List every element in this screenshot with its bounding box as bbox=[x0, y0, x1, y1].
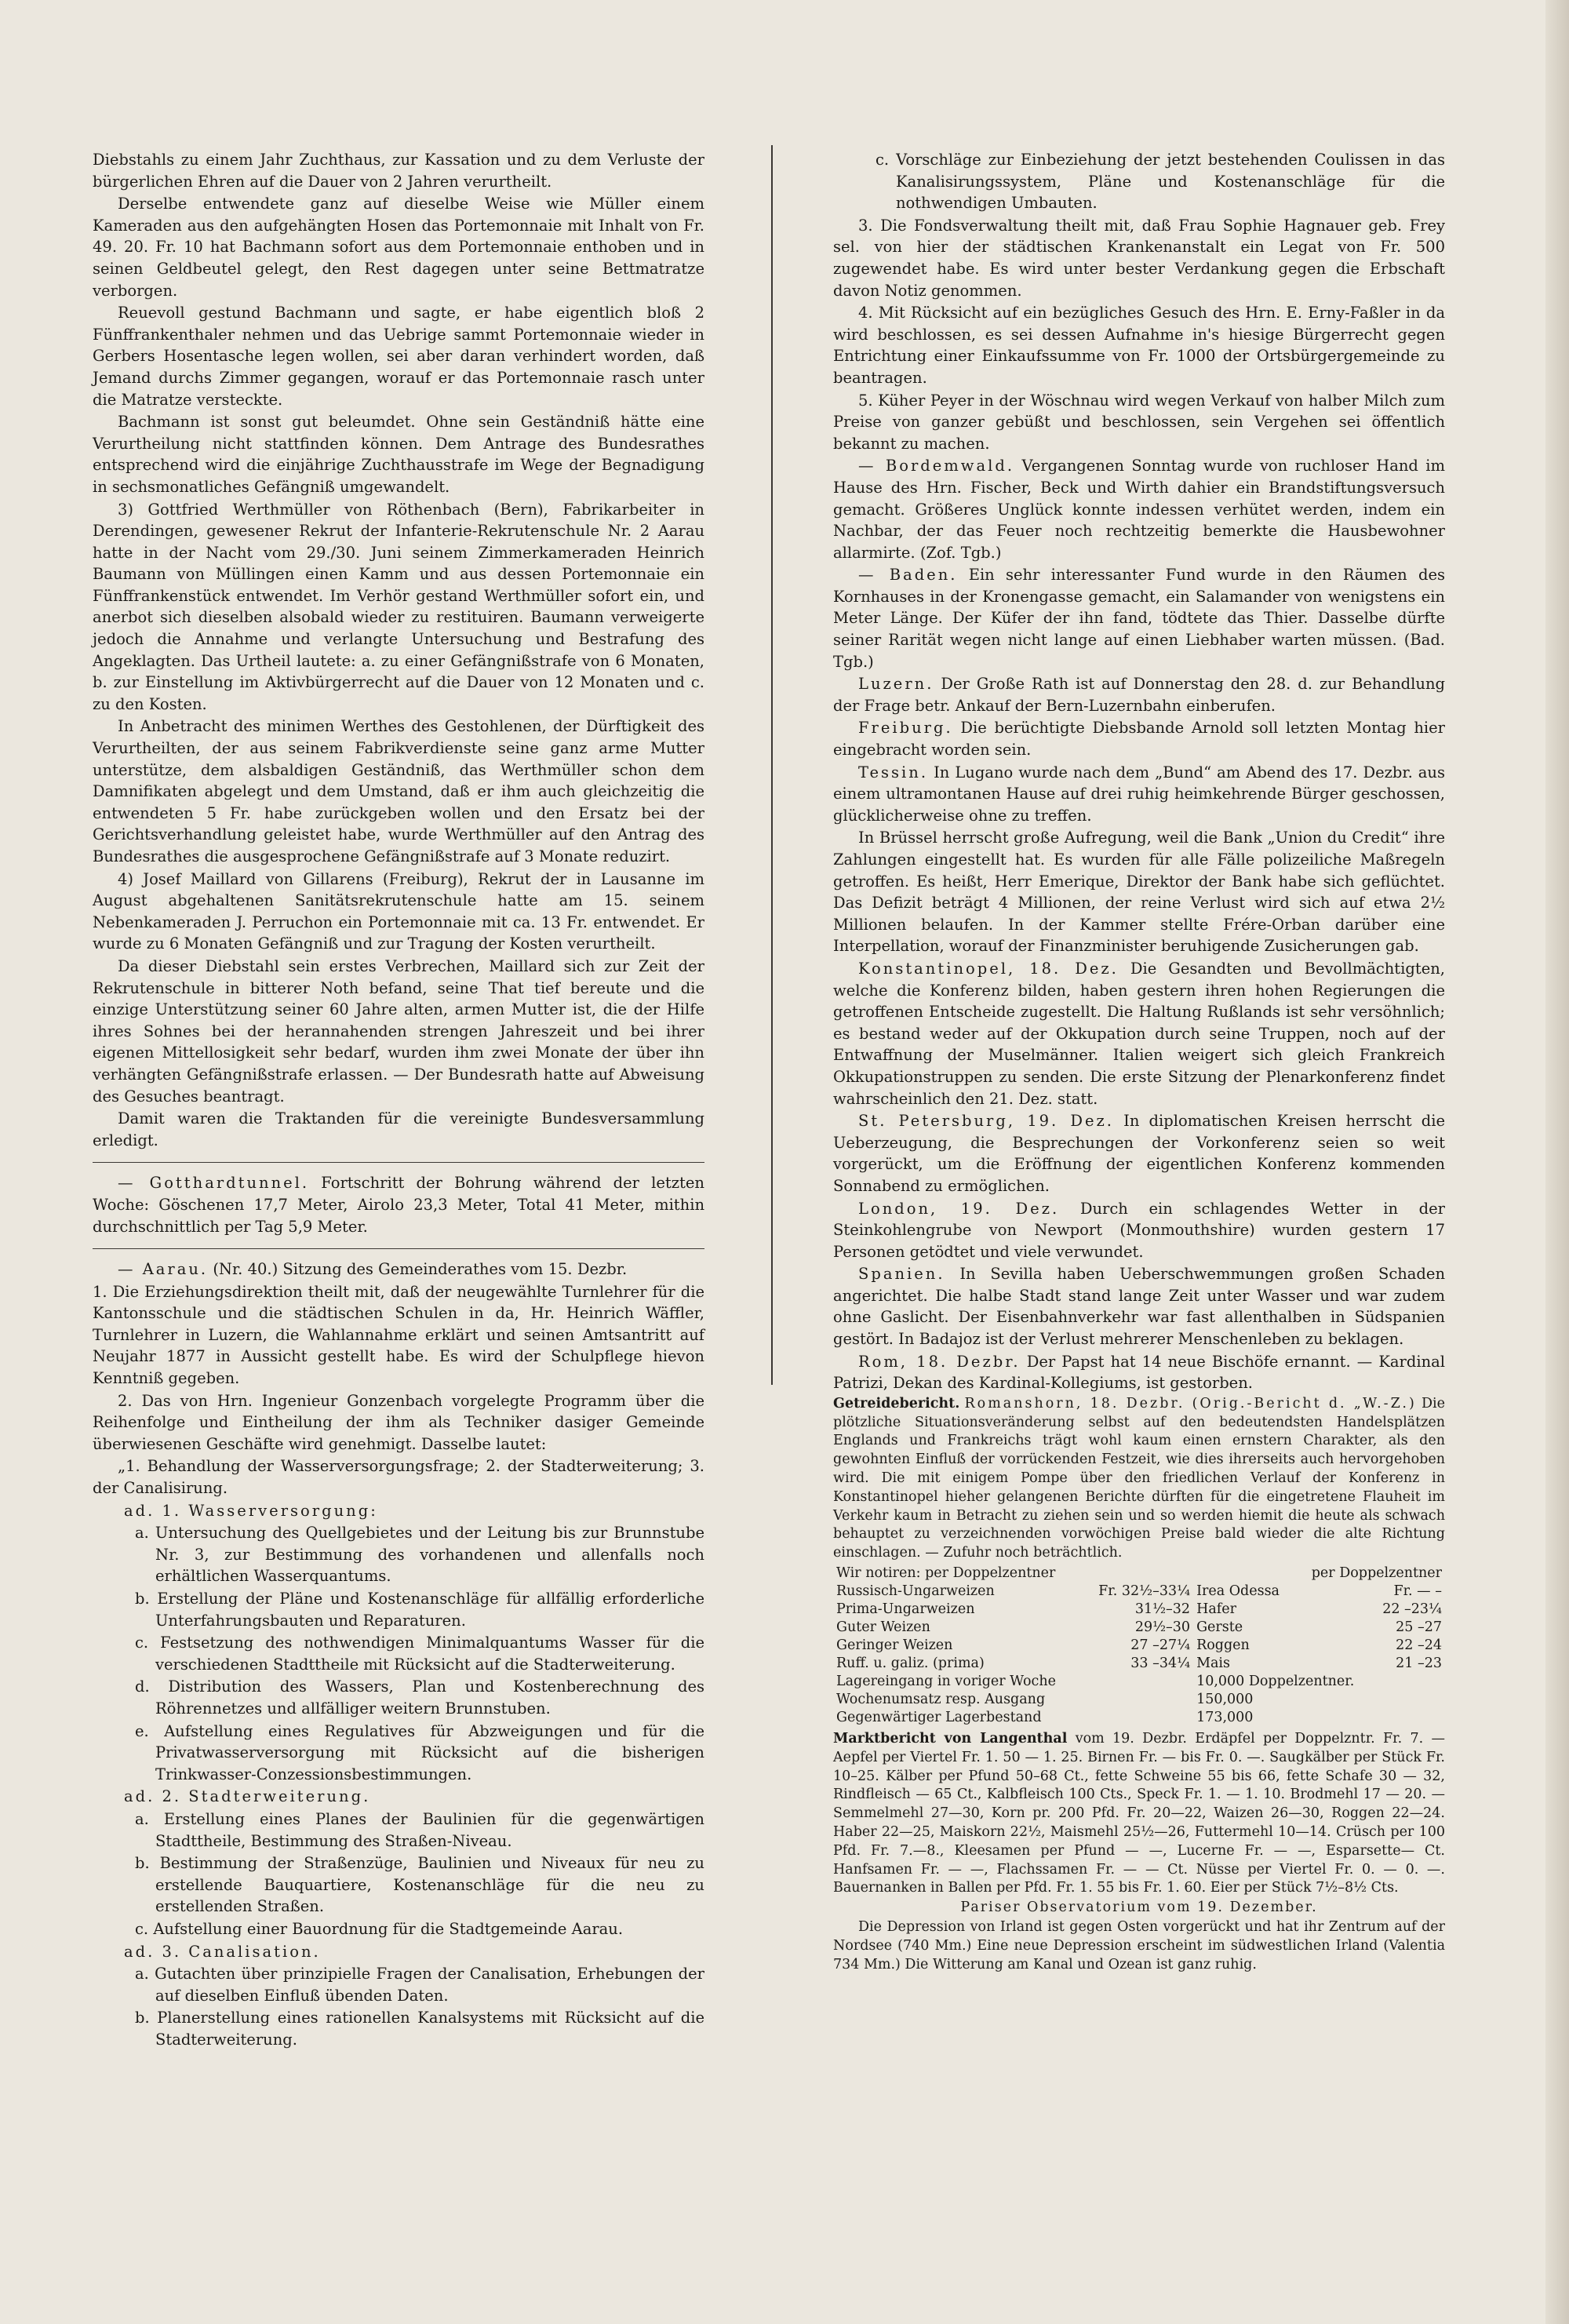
program-heading: ad. 3. Canalisation. bbox=[124, 1942, 321, 1961]
aarau-item: 3. Die Fondsverwaltung theilt mit, daß Frau Sophie Hagnauer geb. Frey sel. von hier der städtischen Krankenanstalt ein Legat von Fr. 500 zugewendet habe. Es wird unter bester Verdankung gegen die Erbschaft davon Notiz genommen. bbox=[833, 216, 1445, 300]
right-column bbox=[833, 149, 1445, 1975]
dateline: London, 19. Dez. bbox=[858, 1199, 1060, 1218]
report-title: Getreidebericht. bbox=[833, 1395, 960, 1412]
gotthard-report: — Gotthardtunnel. Fortschritt der Bohrung während der letzten Woche: Göschenen 17,7 Meter, Airolo 23,3 Meter, Total 41 Meter, mithin durchschnittlich per Tag 5,9 Meter. bbox=[93, 1174, 704, 1236]
aarau-item: „1. Behandlung der Wasserversorgungsfrage; 2. der Stadterweiterung; 3. der Canalisirung. bbox=[93, 1457, 704, 1498]
dateline: Romanshorn, 18. Dezbr. (Orig.-Bericht d. „W.-Z.) bbox=[964, 1395, 1417, 1412]
report-title: Marktbericht von Langenthal bbox=[833, 1731, 1068, 1747]
aarau-item: 4. Mit Rücksicht auf ein bezügliches Gesuch des Hrn. E. Erny-Faßler in da wird beschlossen, es sei dessen Aufnahme in's hiesige Bürgerrecht gegen Entrichtung einer Einkaufssumme von Fr. 1000 der Ortsbürgergemeinde zu beantragen. bbox=[833, 304, 1445, 387]
article-paragraph: Reuevoll gestund Bachmann und sagte, er habe eigentlich bloß 2 Fünffrankenthaler nehmen und das Uebrige sammt Portemonnaie wieder in Gerbers Hosentasche legen wollen, sei aber daran verhindert worden, daß Jemand durchs Zimmer gegangen, worauf er das Portemonnaie rasch unter die Matratze versteckte. bbox=[93, 304, 704, 409]
program-heading: ad. 2. Stadterweiterung. bbox=[124, 1787, 371, 1806]
dateline: — Baden. bbox=[858, 566, 958, 585]
dateline: Konstantinopel, 18. Dez. bbox=[858, 959, 1119, 978]
news-item: Konstantinopel, 18. Dez. Die Gesandten und Bevollmächtigten, welche die Konferenz bilden, haben gestern ihren hohen Regierungen die getroffenen Entscheide zugestellt. Die Haltung Rußlands ist sehr versöhnlich; es bestand weder auf der Okkupation durch seine Truppen, noch auf der Entwaffnung der Muselmänner. Italien weigert sich gleich Frankreich Okkupationstruppen zu senden. Die erste Sitzung der Plenarkonferenz findet wahrscheinlich den 21. Dez. statt. bbox=[833, 959, 1445, 1108]
news-item: Spanien. In Sevilla haben Ueberschwemmungen großen Schaden angerichtet. Die halbe Stadt stand lange Zeit unter Wasser und war zudem ohne Gaslicht. Der Eisenbahnverkehr war fast allenthalben in Südspanien gestört. In Badajoz ist der Verlust mehrerer Menschenleben zu beklagen. bbox=[833, 1265, 1446, 1349]
dateline: — Aarau. bbox=[118, 1260, 209, 1279]
dateline: — Bordemwald. bbox=[858, 457, 1015, 475]
article-paragraph: Bachmann ist sonst gut beleumdet. Ohne sein Geständniß hätte eine Verurtheilung nicht stattfinden können. Dem Antrage des Bundesrathes entsprechend wird die einjährige Zuchthausstrafe im Wege der Begnadigung in sechsmonatliches Gefängniß umgewandelt. bbox=[93, 413, 704, 496]
table-row: Russisch-Ungarweizen Fr. 32½–33¼ Irea Odessa Fr. — – bbox=[836, 1583, 1442, 1600]
article-paragraph: 3) Gottfried Werthmüller von Röthenbach (Bern), Fabrikarbeiter in Derendingen, gewesener Rekrut der Infanterie-Rekrutenschule Nr. 2 Aarau hatte in der Nacht vom 29./30. Juni seinem Zimmerkameraden Heinrich Baumann von Müllingen einen Kamm und aus dessen Portemonnaie ein Fünffrankenstück entwendet. Im Verhör gestand Werthmüller sofort ein, und anerbot sich dieselben alsobald wieder zu restituiren. Baumann verweigerte jedoch die Annahme und verlangte Untersuchung und Bestrafung des Angeklagten. Das Urtheil lautete: a. zu einer Gefängnißstrafe von 6 Monaten, b. zur Einstellung im Aktivbürgerrecht auf die Dauer von 12 Monaten und c. zu den Kosten. bbox=[93, 500, 704, 713]
dateline: Luzern. bbox=[858, 675, 934, 694]
table-row: Wochenumsatz resp. Ausgang 150,000 bbox=[836, 1692, 1254, 1708]
program-item: e. Aufstellung eines Regulatives für Abzweigungen und für die Privatwasserversorgung mit Rücksicht auf die bisherigen Trinkwasser-Conzessionsbestimmungen. bbox=[135, 1721, 704, 1783]
news-item: Tessin. In Lugano wurde nach dem „Bund“ am Abend des 17. Dezbr. aus einem ultramontanen Hause auf drei ruhig heimkehrende Bürger geschossen, glücklicherweise ohne zu treffen. bbox=[833, 763, 1445, 825]
news-item: In Brüssel herrscht große Aufregung, weil die Bank „Union du Credit“ ihre Zahlungen eingestellt hat. Es wurden für alle Fälle polizeiliche Maßregeln getroffen. Es heißt, Herr Emerique, Direktor der Bank habe sich geflüchtet. Das Defizit beträgt 4 Millionen, der reine Verlust wird sich auf etwa 2½ Millionen belaufen. In der Kammer stellte Frére-Orban darüber eine Interpellation, worauf der Finanzminister beruhigende Zusicherungen gab. bbox=[833, 829, 1445, 956]
table-header: Wir notiren: per Doppelzentner bbox=[836, 1565, 1056, 1582]
aarau-report-intro: — Aarau. (Nr. 40.) Sitzung des Gemeinderathes vom 15. Dezbr. bbox=[118, 1260, 628, 1279]
table-header: per Doppelzentner bbox=[1311, 1565, 1442, 1582]
program-item: a. Gutachten über prinzipielle Fragen der Canalisation, Erhebungen der auf dieselben Einfluß übenden Daten. bbox=[135, 1965, 704, 2005]
grain-report: Getreidebericht. Romanshorn, 18. Dezbr. (Orig.-Bericht d. „W.-Z.) Die plötzliche Situationsveränderung selbst auf den bedeutendsten Handelsplätzen Englands und Frankreichs trägt wohl kaum einen ernstern Charakter, als den gewohnten Einfluß der vorrückenden Festzeit, wie dies ihrerseits auch hervorgehoben wird. Die mit einigem Pompe über den friedlichen Verlauf der Konferenz in Konstantinopel hieher gelangenen Berichte dürften für die eingetretene Flauheit im Verkehr kaum in Betracht zu ziehen sein und so werden hiemit die heute als schwach behauptet zu verzeichnenden vorwöchigen Preise bald wieder die alte Richtung einschlagen. — Zufuhr noch beträchtlich. bbox=[833, 1395, 1445, 1561]
source-note: (Zof. Tgb.) bbox=[919, 543, 1002, 562]
table-row: Lagereingang in voriger Woche 10,000 Doppelzentner. bbox=[836, 1674, 1355, 1690]
column-rule bbox=[771, 145, 773, 1385]
news-item: London, 19. Dez. Durch ein schlagendes Wetter in der Steinkohlengrube von Newport (Monmouthshire) wurden gestern 17 Personen getödtet und viele verwundet. bbox=[833, 1199, 1445, 1261]
table-row: Guter Weizen 29½–30 Gerste 25 –27 bbox=[836, 1619, 1442, 1636]
weather-report: Die Depression von Irland ist gegen Osten vorgerückt und hat ihr Zentrum auf der Nordsee (740 Mm.) Eine neue Depression erscheint im südwestlichen Irland (Valentia 734 Mm.) Die Witterung am Kanal und Ozean ist ganz ruhig. bbox=[833, 1918, 1445, 1972]
program-item: c. Aufstellung einer Bauordnung für die Stadtgemeinde Aarau. bbox=[135, 1919, 624, 1938]
dateline: Freiburg. bbox=[858, 719, 953, 738]
dateline: Spanien. bbox=[858, 1265, 945, 1284]
program-item: a. Erstellung eines Planes der Baulinien für die gegenwärtigen Stadttheile, Bestimmung des Straßen-Niveau. bbox=[135, 1809, 704, 1850]
program-item: c. Vorschläge zur Einbeziehung der jetzt bestehenden Coulissen in das Kanalisirungssystem, Pläne und Kostenanschläge für die nothwendigen Umbauten. bbox=[876, 151, 1445, 213]
news-item: Luzern. Der Große Rath ist auf Donnerstag den 28. d. zur Behandlung der Frage betr. Ankauf der Bern-Luzernbahn einberufen. bbox=[833, 675, 1446, 715]
news-item: — Baden. Ein sehr interessanter Fund wurde in den Räumen des Kornhauses in der Kronengasse gemacht, ein Salamander von wenigstens ein Meter Länge. Der Küfer der ihn fand, tödtete das Thier. Dasselbe dürfte seiner Rarität wegen nicht lange auf einen Liebhaber warten müssen. (Bad. Tgb.) bbox=[833, 566, 1446, 671]
dateline: — Gotthardtunnel. bbox=[118, 1174, 310, 1193]
program-item: d. Distribution des Wassers, Plan und Kostenberechnung des Röhrennetzes und allfälliger weitern Brunnstuben. bbox=[135, 1677, 704, 1718]
grain-price-table bbox=[833, 1565, 1445, 1727]
program-item: a. Untersuchung des Quellgebietes und der Leitung bis zur Brunnstube Nr. 3, zur Bestimmung des vorhandenen und allenfalls noch erhältlichen Wasserquantums. bbox=[135, 1524, 704, 1586]
table-row: Ruff. u. galiz. (prima) 33 –34¼ Mais 21 –23 bbox=[836, 1656, 1442, 1672]
market-report: Marktbericht von Langenthal vom 19. Dezbr. Erdäpfel per Doppelzntr. Fr. 7. — Aepfel per Viertel Fr. 1. 50 — 1. 25. Birnen Fr. — bis Fr. 0. —. Saugkälber per Stück Fr. 10–25. Kälber per Pfund 50–68 Ct., fette Schweine 55 bis 66, fette Schafe 30 — 32, Rindfleisch — 65 Ct., Kalbfleisch 100 Cts., Speck Fr. 1. — 1. 10. Brodmehl 17 — 20. — Semmelmehl 27—30, Korn pr. 200 Pfd. Fr. 20—22, Waizen 26—30, Roggen 22—24. Haber 22—25, Maiskorn 22½, Maismehl 25½—26, Futtermehl 10—14. Crüsch per 100 Pfd. Fr. 7.—8., Kleesamen per Pfund — —, Lucerne Fr. — —, Esparsette— Ct. Hanfsamen Fr. — —, Flachssamen Fr. — — Ct. Nüsse per Viertel Fr. 0. — 0. —. Bauernanken in Ballen per Pfd. Fr. 1. 55 bis Fr. 1. 60. Eier per Stück 7½–8½ Cts. bbox=[833, 1731, 1445, 1896]
news-item: St. Petersburg, 19. Dez. In diplomatischen Kreisen herrscht die Ueberzeugung, die Besprechungen der Vorkonferenz seien so weit vorgerückt, um die Eröffnung der eigentlichen Konferenz kommenden Sonnabend zu ermöglichen. bbox=[833, 1112, 1445, 1195]
article-paragraph: Damit waren die Traktanden für die vereinigte Bundesversammlung erledigt. bbox=[93, 1109, 704, 1149]
article-paragraph: Da dieser Diebstahl sein erstes Verbrechen, Maillard sich zur Zeit der Rekrutenschule in bitterer Noth befand, seine That tief bereute und die einzige Unterstützung seiner 60 Jahre alten, armen Mutter ist, die der Hilfe ihres Sohnes bei der herannahenden strengen Jahreszeit und bei ihrer eigenen Mittellosigkeit sehr bedarf, wurden ihm zwei Monate der über ihn verhängten Gefängnißstrafe erlassen. — Der Bundesrath hatte auf Abweisung des Gesuches beantragt. bbox=[93, 956, 704, 1106]
article-paragraph: Diebstahls zu einem Jahr Zuchthaus, zur Kassation und zu dem Verluste der bürgerlichen Ehren auf die Dauer von 2 Jahren verurtheilt. bbox=[93, 151, 704, 191]
news-item: Rom, 18. Dezbr. Der Papst hat 14 neue Bischöfe ernannt. — Kardinal Patrizi, Dekan des Kardinal-Kollegiums, ist gestorben. bbox=[833, 1352, 1446, 1393]
aarau-item: 1. Die Erziehungsdirektion theilt mit, daß der neugewählte Turnlehrer für die Kantonsschule und die städtischen Schulen in da, Hr. Heinrich Wäffler, Turnlehrer in Luzern, die Wahlannahme erklärt und seinen Amtsantritt auf Neujahr 1877 in Aussicht gestellt habe. Es wird der Schulpflege hievon Kenntniß gegeben. bbox=[93, 1282, 704, 1388]
news-item: — Bordemwald. Vergangenen Sonntag wurde von ruchloser Hand im Hause des Hrn. Fischer, Beck und Wirth dahier ein Brandstiftungsversuch gemacht. Größeres Unglück konnte indessen verhütet werden, indem ein Nachbar, der das Feuer noch rechtzeitig bemerkte die Hausbewohner allarmirte. (Zof. Tgb.) bbox=[833, 457, 1446, 562]
news-item: Freiburg. Die berüchtigte Diebsbande Arnold soll letzten Montag hier eingebracht worden sein. bbox=[833, 719, 1445, 759]
program-item: b. Planerstellung eines rationellen Kanalsystems mit Rücksicht auf die Stadterweiterung. bbox=[135, 2009, 704, 2049]
source-note: (Bad. Tgb.) bbox=[833, 631, 1446, 671]
aarau-item: 2. Das von Hrn. Ingenieur Gonzenbach vorgelegte Programm über die Reihenfolge und Eintheilung der ihm als Techniker dasiger Gemeinde überwiesenen Geschäfte wird genehmigt. Dasselbe lautet: bbox=[93, 1391, 704, 1453]
dateline: St. Petersburg, 19. Dez. bbox=[858, 1112, 1114, 1131]
report-title: Pariser Observatorium vom 19. Dezember. bbox=[960, 1900, 1318, 1916]
dateline: Tessin. bbox=[858, 763, 929, 781]
article-paragraph: Derselbe entwendete ganz auf dieselbe Weise wie Müller einem Kameraden aus den aufgehängten Hosen das Portemonnaie mit Inhalt von Fr. 49. 20. Fr. 10 hat Bachmann sofort aus dem Portemonnaie enthoben und in seinen Geldbeutel gelegt, den Rest dagegen unter seine Bettmatratze verborgen. bbox=[93, 195, 704, 300]
program-item: b. Erstellung der Pläne und Kostenanschläge für allfällig erforderliche Unterfahrungsbauten und Reparaturen. bbox=[135, 1590, 704, 1630]
article-paragraph: In Anbetracht des minimen Werthes des Gestohlenen, der Dürftigkeit des Verurtheilten, der aus seinem Fabrikverdienste seine ganz arme Mutter unterstütze, dem alsbaldigen Geständniß, das Werthmüller schon dem Damnifikaten abgelegt und dem Umstand, daß er ihm auch gleichzeitig die entwendeten 5 Fr. habe zurückgeben wollen und den Ersatz bei der Gerichtsverhandlung geleistet habe, wurde Werthmüller auf den Antrag des Bundesrathes die ausgesprochene Gefängnißstrafe auf 3 Monate reduzirt. bbox=[93, 717, 704, 865]
table-header-row bbox=[833, 1565, 1445, 1583]
table-row: Gegenwärtiger Lagerbestand 173,000 bbox=[836, 1710, 1254, 1726]
article-paragraph: 4) Josef Maillard von Gillarens (Freiburg), Rekrut der in Lausanne im August abgehaltenen Sanitätsrekrutenschule hatte am 15. seinem Nebenkameraden J. Perruchon ein Portemonnaie mit ca. 13 Fr. entwendet. Er wurde zu 6 Monaten Gefängniß und zur Tragung der Kosten verurtheilt. bbox=[93, 869, 704, 953]
table-row: Prima-Ungarweizen 31½–32 Hafer 22 –23¼ bbox=[836, 1601, 1442, 1618]
page-edge bbox=[1545, 0, 1569, 2324]
program-item: c. Festsetzung des nothwendigen Minimalquantums Wasser für die verschiedenen Stadttheile mit Rücksicht auf die Stadterweiterung. bbox=[135, 1634, 704, 1674]
left-column bbox=[93, 149, 704, 2051]
table-row: Geringer Weizen 27 –27¼ Roggen 22 –24 bbox=[836, 1637, 1442, 1654]
section-divider bbox=[93, 1162, 704, 1163]
aarau-item: 5. Küher Peyer in der Wöschnau wird wegen Verkauf von halber Milch zum Preise von ganzer gebüßt und beschlossen, sein Vergehen sei öffentlich bekannt zu machen. bbox=[833, 391, 1445, 453]
section-divider bbox=[93, 1248, 704, 1249]
program-item: b. Bestimmung der Straßenzüge, Baulinien und Niveaux für neu zu erstellende Bauquartiere, Kostenanschläge für die neu zu erstellenden Straßen. bbox=[135, 1854, 704, 1916]
program-heading: ad. 1. Wasserversorgung: bbox=[124, 1501, 378, 1520]
dateline: Rom, 18. Dezbr. bbox=[858, 1352, 1021, 1371]
